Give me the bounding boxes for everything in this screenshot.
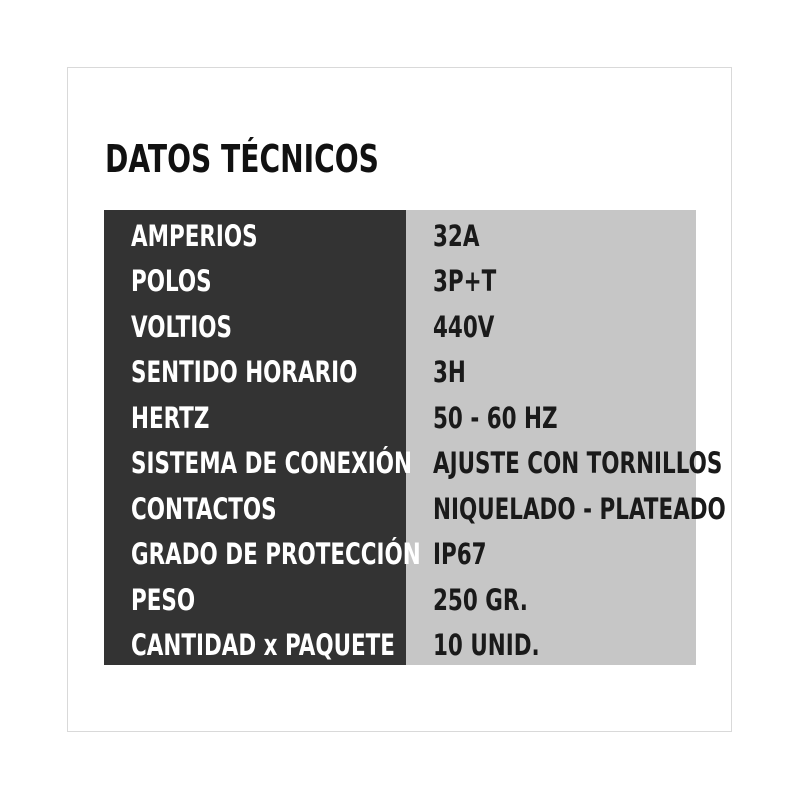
spec-value-amperios: 32A xyxy=(433,218,480,253)
spec-label-hertz: HERTZ xyxy=(131,400,210,435)
spec-value-peso: 250 GR. xyxy=(433,582,528,617)
spec-value-contactos: NIQUELADO - PLATEADO xyxy=(433,491,726,526)
spec-label-polos: POLOS xyxy=(131,264,212,299)
spec-value-sistema-conexion: AJUSTE CON TORNILLOS xyxy=(433,446,723,481)
spec-table xyxy=(104,210,726,665)
spec-label-sentido-horario: SENTIDO HORARIO xyxy=(131,355,358,390)
page-title: DATOS TÉCNICOS xyxy=(105,137,379,181)
spec-label-cantidad-paquete: CANTIDAD x PAQUETE xyxy=(131,628,395,663)
spec-value-cantidad-paquete: 10 UNID. xyxy=(433,628,540,663)
spec-label-voltios: VOLTIOS xyxy=(131,309,232,344)
spec-value-hertz: 50 - 60 HZ xyxy=(433,400,558,435)
spec-value-grado-proteccion: IP67 xyxy=(433,537,487,572)
spec-value-polos: 3P+T xyxy=(433,264,497,299)
spec-value-voltios: 440V xyxy=(433,309,495,344)
spec-label-contactos: CONTACTOS xyxy=(131,491,277,526)
spec-value-sentido-horario: 3H xyxy=(433,355,466,390)
spec-label-sistema-conexion: SISTEMA DE CONEXIÓN xyxy=(131,446,412,481)
spec-labels-column xyxy=(104,210,421,665)
spec-label-peso: PESO xyxy=(131,582,196,617)
spec-label-grado-proteccion: GRADO DE PROTECCIÓN xyxy=(131,537,421,572)
spec-label-amperios: AMPERIOS xyxy=(131,218,258,253)
spec-values-column xyxy=(406,210,726,665)
